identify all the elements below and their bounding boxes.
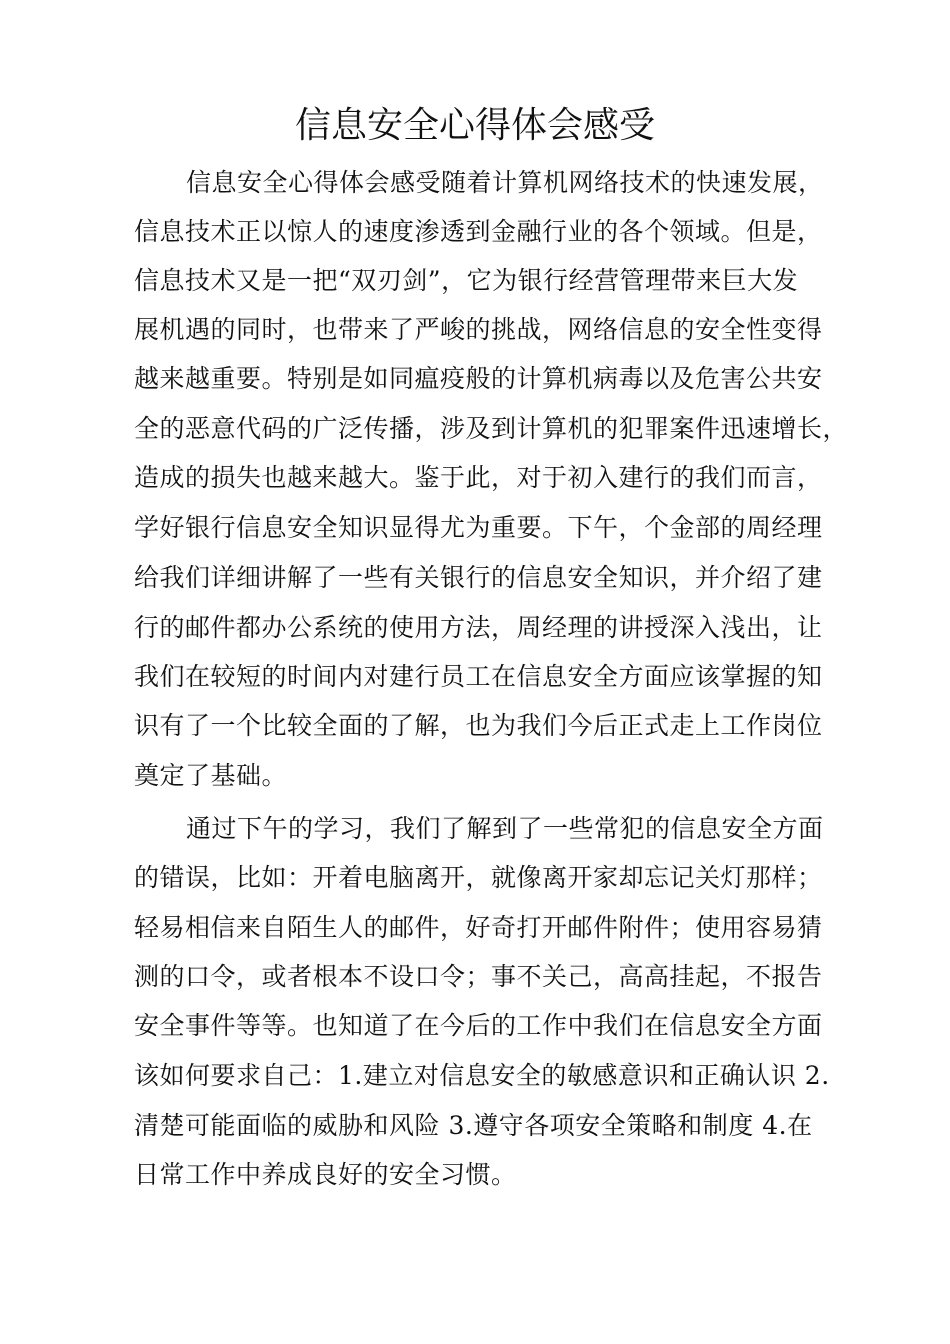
paragraph-1-line-3: 信息技术又是一把“双刃剑”，它为银行经营管理带来巨大发 [134,266,799,295]
paragraph-1-line-7: 造成的损失也越来越大。鉴于此，对于初入建行的我们而言， [134,463,823,492]
paragraph-1-line-10: 行的邮件都办公系统的使用方法，周经理的讲授深入浅出，让 [134,613,823,642]
paragraph-1-line-1: 信息安全心得体会感受随着计算机网络技术的快速发展， [186,168,824,197]
paragraph-1-line-12: 识有了一个比较全面的了解，也为我们今后正式走上工作岗位 [134,711,823,740]
paragraph-2-line-2: 的错误，比如：开着电脑离开，就像离开家却忘记关灯那样； [134,863,823,892]
paragraph-2-line-3: 轻易相信来自陌生人的邮件，好奇打开邮件附件；使用容易猜 [134,913,823,942]
paragraph-1-line-11: 我们在较短的时间内对建行员工在信息安全方面应该掌握的知 [134,662,823,691]
paragraph-1-line-9: 给我们详细讲解了一些有关银行的信息安全知识，并介绍了建 [134,563,823,592]
paragraph-1-line-2: 信息技术正以惊人的速度渗透到金融行业的各个领域。但是， [134,217,823,246]
paragraph-1-line-6: 全的恶意代码的广泛传播，涉及到计算机的犯罪案件迅速增长， [134,414,849,443]
paragraph-1-line-13: 奠定了基础。 [134,761,288,790]
document-title: 信息安全心得体会感受 [294,105,655,146]
paragraph-2-line-5: 安全事件等等。也知道了在今后的工作中我们在信息安全方面 [134,1011,823,1040]
paragraph-1-line-5: 越来越重要。特别是如同瘟疫般的计算机病毒以及危害公共安 [134,364,823,393]
paragraph-2-line-6: 该如何要求自己：1.建立对信息安全的敏感意识和正确认识 2. [134,1061,830,1090]
paragraph-2-line-7: 清楚可能面临的威胁和风险 3.遵守各项安全策略和制度 4.在 [134,1111,813,1140]
paragraph-2-line-4: 测的口令，或者根本不设口令；事不关己，高高挂起，不报告 [134,962,823,991]
paragraph-1-line-8: 学好银行信息安全知识显得尤为重要。下午，个金部的周经理 [134,513,823,542]
paragraph-1-line-4: 展机遇的同时，也带来了严峻的挑战，网络信息的安全性变得 [134,315,823,344]
paragraph-2-line-1: 通过下午的学习，我们了解到了一些常犯的信息安全方面 [186,814,824,843]
paragraph-2-line-8: 日常工作中养成良好的安全习惯。 [134,1160,517,1189]
